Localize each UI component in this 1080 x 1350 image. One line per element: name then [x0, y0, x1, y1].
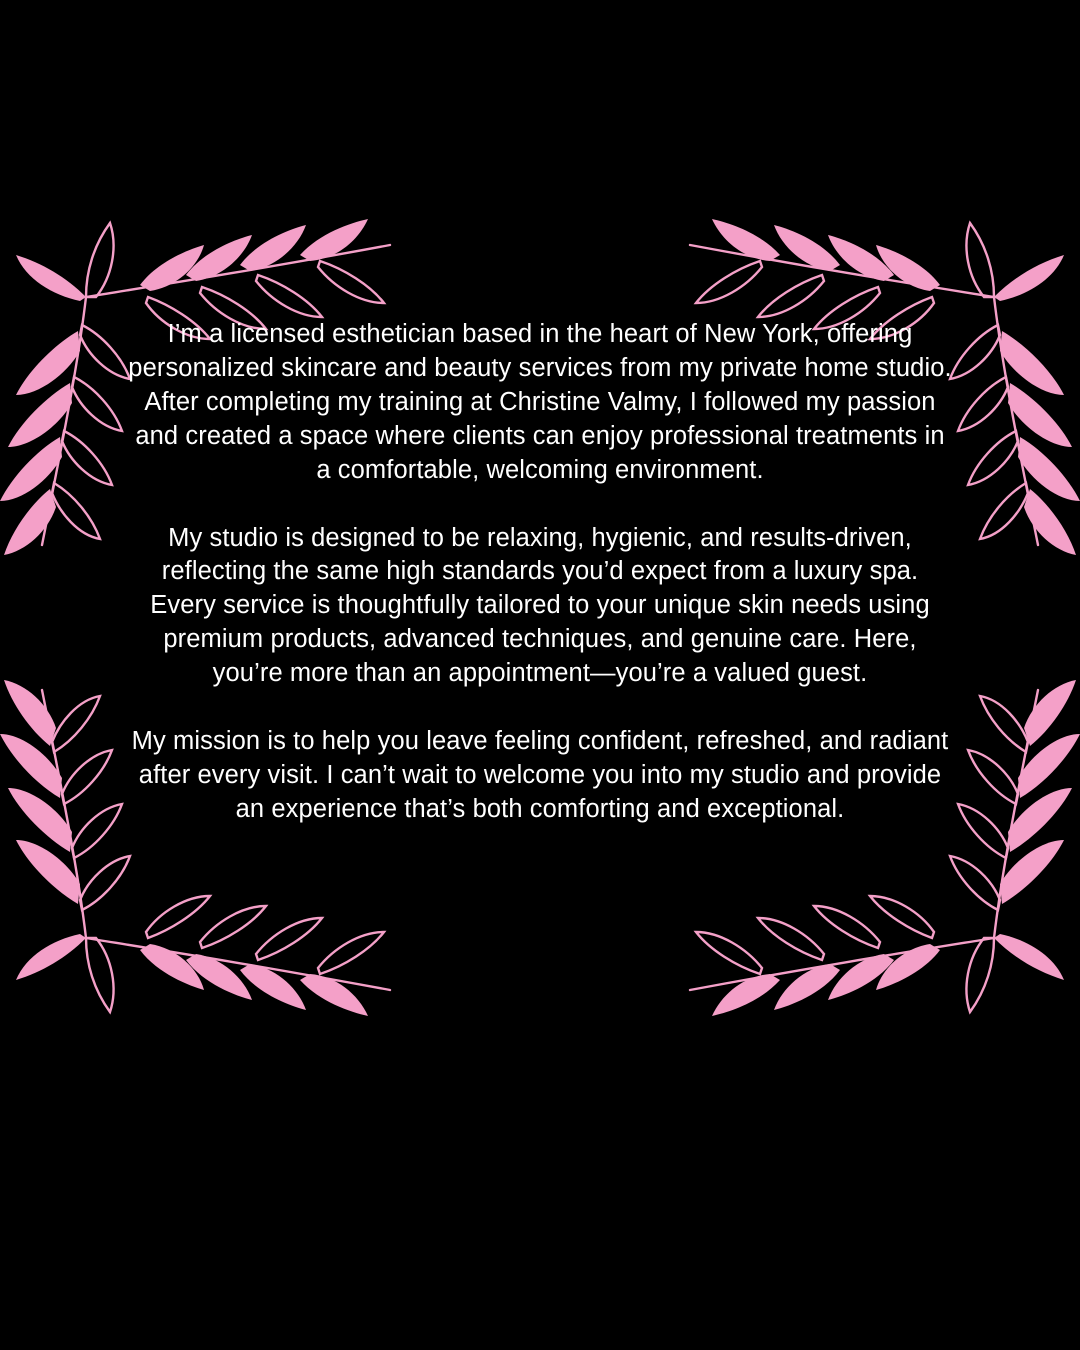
about-text-block	[125, 318, 955, 827]
paragraph-studio: My studio is designed to be relaxing, hygienic, and results-driven, reflecting the same high standards you’d expect from a luxury spa. Every service is thoughtfully tailored to your unique skin needs using premium products, advanced techniques, and genuine care. Here, you’re more than an appointment—you’re a valued guest.	[150, 523, 930, 688]
paragraph-mission: My mission is to help you leave feeling confident, refreshed, and radiant after every visit. I can’t wait to welcome you into my studio and provide an experience that’s both comforting and exceptional.	[131, 727, 949, 823]
paragraph-intro: I’m a licensed esthetician based in the heart of New York, offering personalized skincare and beauty services from my private home studio. After completing my training at Christine Valmy, I followed my passion and created a space where clients can enjoy professional treatments in a comfortable, welcoming environment.	[128, 320, 952, 484]
